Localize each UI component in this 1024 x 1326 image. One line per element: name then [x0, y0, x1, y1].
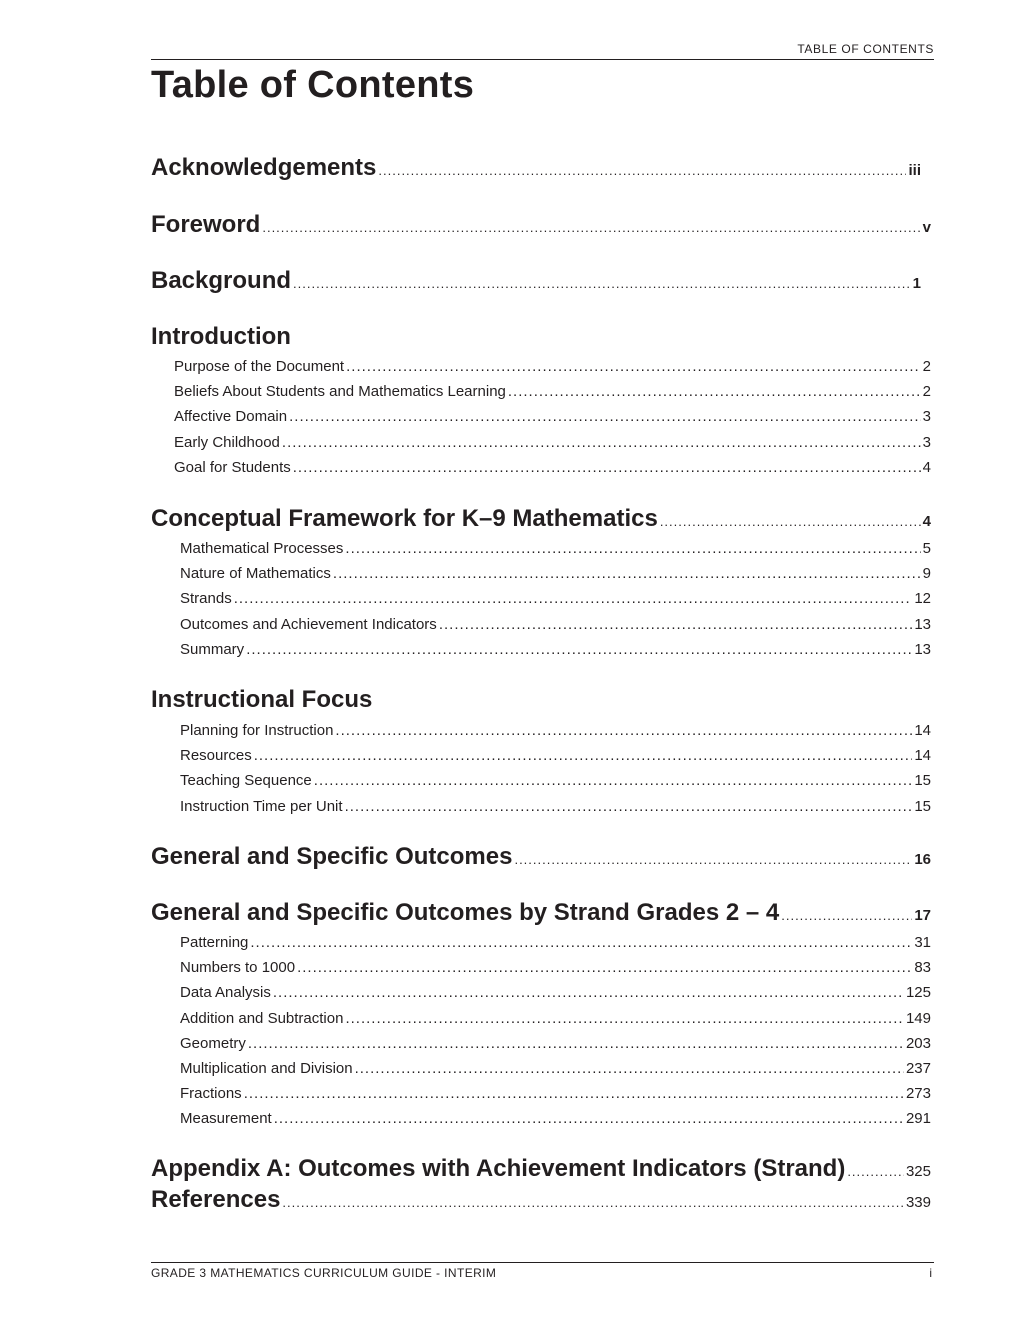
toc-subentry-page: 12	[914, 590, 931, 608]
toc-entry-page: 339	[905, 1194, 931, 1211]
toc-subentry-label: Early Childhood	[174, 433, 280, 451]
dot-leader	[355, 1060, 904, 1077]
header-rule	[151, 59, 934, 60]
toc-subentry-page: 2	[922, 358, 931, 375]
toc-subentry[interactable]	[151, 1085, 931, 1102]
toc-subentry-page: 3	[922, 408, 931, 426]
toc-subentry-page: 13	[914, 640, 931, 658]
toc-subentry-label: Mathematical Processes	[180, 540, 344, 557]
toc-subentry-label: Geometry	[180, 1034, 246, 1052]
running-head: TABLE OF CONTENTS	[797, 42, 934, 56]
toc-subentry[interactable]	[151, 798, 931, 815]
toc-subentry-label: Beliefs About Students and Mathematics Learning	[174, 383, 506, 401]
dot-leader	[781, 908, 912, 923]
toc-subentry[interactable]	[151, 1035, 931, 1052]
toc-subentry-page: 4	[922, 458, 931, 476]
toc-entry-background[interactable]	[151, 267, 931, 295]
dot-leader	[244, 1085, 904, 1102]
toc-subentry-label: Multiplication and Division	[180, 1060, 353, 1077]
toc-subentry-label: Teaching Sequence	[180, 772, 312, 790]
dot-leader	[250, 934, 912, 951]
toc-subentry-page: 14	[914, 722, 931, 739]
toc-subentry-page: 15	[914, 772, 931, 790]
page-title: Table of Contents	[151, 64, 475, 106]
footer-page-number: i	[929, 1266, 932, 1280]
toc-entry-page: 16	[914, 851, 931, 868]
toc-subentry-label: Numbers to 1000	[180, 959, 296, 977]
toc-subentry[interactable]	[151, 959, 931, 976]
toc-subentry-page: 149	[905, 1009, 931, 1027]
toc-subentry-page: 237	[905, 1060, 931, 1077]
toc-subentry-label: Purpose of the Document	[174, 358, 345, 375]
toc-entry-page: 4	[922, 513, 931, 530]
toc-subentry-page: 13	[914, 615, 931, 633]
toc-subentry-label: Affective Domain	[174, 408, 288, 426]
toc-entry-label: Foreword	[151, 211, 261, 238]
dot-leader	[282, 434, 921, 451]
toc-entry-label: Conceptual Framework for K–9 Mathematics	[151, 505, 658, 532]
dot-leader	[345, 798, 913, 815]
toc-subentry-label: Instruction Time per Unit	[180, 797, 343, 815]
toc-entry-page: v	[922, 219, 931, 236]
toc-subentry[interactable]	[151, 934, 931, 951]
dot-leader	[514, 852, 912, 867]
toc-entry-label: References	[151, 1186, 281, 1213]
toc-entry-label: General and Specific Outcomes by Strand Grades 2 – 4	[151, 899, 780, 926]
toc-subentry-label: Summary	[180, 640, 245, 658]
dot-leader	[508, 383, 921, 400]
toc-entry-label: General and Specific Outcomes	[151, 843, 513, 870]
toc-subentry[interactable]	[151, 747, 931, 764]
toc-entry-foreword[interactable]	[151, 211, 931, 239]
toc-subentry[interactable]	[151, 1110, 931, 1127]
footer-rule	[151, 1262, 934, 1263]
toc-subentry-label: Outcomes and Achievement Indicators	[180, 615, 437, 633]
toc-subentry[interactable]	[151, 641, 931, 658]
dot-leader	[248, 1035, 904, 1052]
toc-subentry-page: 3	[922, 433, 931, 451]
toc-subentry[interactable]	[151, 722, 931, 739]
dot-leader	[345, 1010, 904, 1027]
toc-entry-page: iii	[908, 162, 921, 179]
toc-entry-label: Background	[151, 267, 292, 294]
toc-subentry-page: 83	[914, 959, 931, 977]
toc-entry-label: Appendix A: Outcomes with Achievement Indicators (Strand)	[151, 1155, 846, 1182]
toc-subentry[interactable]	[151, 1060, 931, 1077]
dot-leader	[273, 984, 904, 1001]
toc-subentry-label: Data Analysis	[180, 984, 271, 1002]
toc-heading-instructional-focus[interactable]: Instructional Focus	[151, 686, 373, 713]
toc-entry-acknowledgements[interactable]	[151, 154, 931, 182]
toc-subentry-page: 5	[922, 540, 931, 557]
toc-subentry[interactable]	[151, 984, 931, 1001]
dot-leader	[847, 1164, 904, 1179]
dot-leader	[282, 1195, 904, 1210]
dot-leader	[274, 1110, 904, 1127]
toc-entry-label: Acknowledgements	[151, 154, 377, 181]
dot-leader	[254, 747, 913, 764]
dot-leader	[289, 408, 921, 425]
toc-subentry-page: 273	[905, 1085, 931, 1103]
toc-entry-conceptual-framework[interactable]	[151, 505, 931, 533]
toc-subentry-page: 203	[905, 1034, 931, 1052]
dot-leader	[262, 220, 920, 235]
dot-leader	[335, 722, 912, 739]
toc-subentry-label: Addition and Subtraction	[180, 1009, 344, 1027]
dot-leader	[297, 959, 912, 976]
toc-subentry[interactable]	[151, 772, 931, 789]
dot-leader	[439, 616, 913, 633]
toc-subentry[interactable]	[151, 616, 931, 633]
toc-subentry-page: 15	[914, 797, 931, 815]
toc-subentry[interactable]	[151, 1010, 931, 1027]
toc-subentry-page: 2	[922, 383, 931, 401]
toc-subentry-label: Goal for Students	[174, 458, 291, 476]
toc-entry-page: 1	[912, 275, 921, 292]
toc-entry-page: 325	[905, 1163, 931, 1180]
toc-subentry-label: Resources	[180, 747, 252, 765]
toc-subentry[interactable]	[151, 565, 931, 582]
toc-subentry-page: 9	[922, 565, 931, 583]
toc-subentry[interactable]	[151, 408, 931, 425]
toc-subentry-label: Measurement	[180, 1110, 272, 1128]
toc-subentry[interactable]	[151, 459, 931, 476]
dot-leader	[378, 163, 906, 178]
dot-leader	[293, 459, 921, 476]
toc-subentry[interactable]	[151, 540, 931, 557]
toc-heading-introduction[interactable]: Introduction	[151, 323, 291, 350]
toc-subentry[interactable]	[151, 383, 931, 400]
dot-leader	[314, 772, 913, 789]
footer-document-title: GRADE 3 MATHEMATICS CURRICULUM GUIDE - INTERIM	[151, 1266, 497, 1280]
toc-subentry-label: Strands	[180, 590, 232, 608]
toc-entry-outcomes-by-strand[interactable]	[151, 899, 931, 927]
toc-subentry-label: Nature of Mathematics	[180, 565, 331, 583]
dot-leader	[345, 540, 920, 557]
dot-leader	[234, 590, 913, 607]
dot-leader	[293, 276, 911, 291]
toc-subentry-label: Fractions	[180, 1085, 242, 1103]
dot-leader	[346, 358, 921, 375]
toc-subentry-page: 14	[914, 747, 931, 765]
toc-subentry[interactable]	[151, 358, 931, 375]
toc-entry-page: 17	[914, 907, 931, 924]
dot-leader	[660, 514, 921, 529]
toc-subentry-label: Planning for Instruction	[180, 722, 334, 739]
toc-entry-references[interactable]	[151, 1186, 931, 1214]
toc-subentry-page: 125	[905, 984, 931, 1002]
toc-entry-general-specific-outcomes[interactable]	[151, 843, 931, 871]
dot-leader	[246, 641, 912, 658]
toc-subentry[interactable]	[151, 434, 931, 451]
toc-entry-appendix-a[interactable]	[151, 1155, 931, 1183]
toc-subentry-page: 291	[905, 1110, 931, 1128]
dot-leader	[333, 565, 921, 582]
toc-subentry-label: Patterning	[180, 934, 249, 951]
toc-subentry[interactable]	[151, 590, 931, 607]
toc-subentry-page: 31	[914, 934, 931, 951]
